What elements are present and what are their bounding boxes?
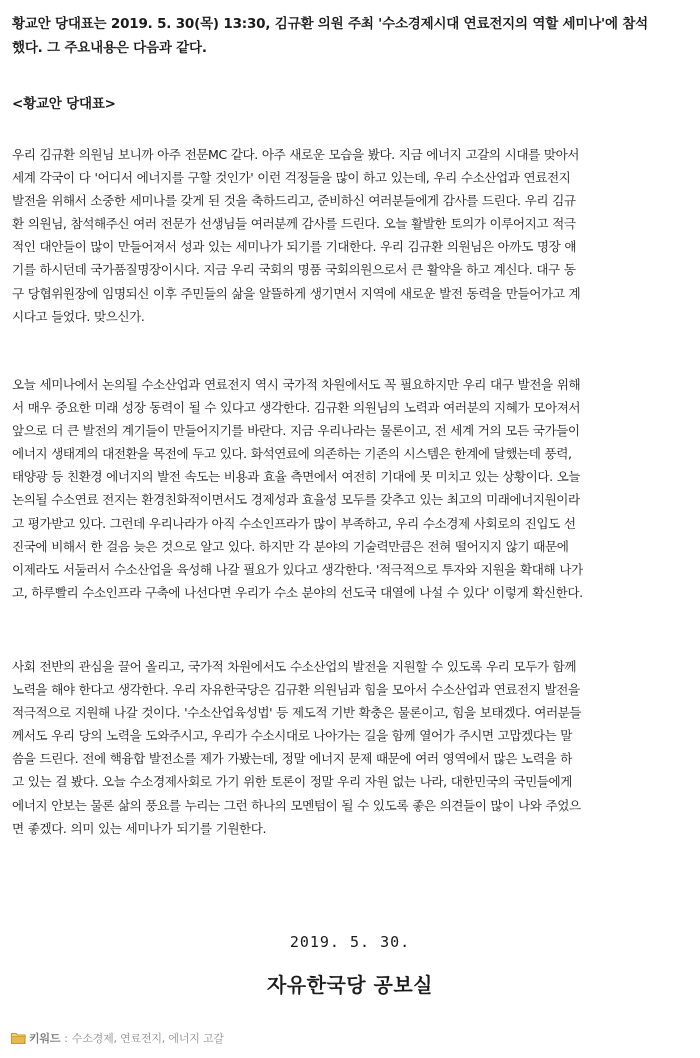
lead-paragraph: 황교안 당대표는 2019. 5. 30(목) 13:30, 김규환 의원 주최 '수소경제시대 연료전지의 역할 세미나'에 참석 했다. 그 주요내용은 다음과 같다.	[12, 16, 649, 56]
keywords-label: 키워드	[29, 1032, 61, 1045]
keywords-bar	[10, 1029, 224, 1047]
keywords-separator: :	[64, 1031, 68, 1045]
body-paragraph-2: 오늘 세미나에서 논의될 수소산업과 연료전지 역시 국가적 차원에서도 꼭 필요하지만 우리 대구 발전을 위해 서 매우 중요한 미래 성장 동력이 될 수 있다고 생각한다. 김규환 의원님의 노력과 여러분의 지혜가 모아져서 앞으로 더 큰 발전의 계기들이 만들어지기를 바란다. 지금 우리나라는 물론이고, 전 세계 거의 모든 국가들이 에너지 생태계의 대전환을 목전에 두고 있다. 화석연료에 의존하는 기존의 시스템은 한계에 달했는데 풍력, 태양광 등 친환경 에너지의 발전 속도는 비용과 효율 측면에서 여전히 기대에 못 미치고 있는 상황이다. 오늘 논의될 수소연료 전지는 환경친화적이면서도 경제성과 효율성 모두를 갖추고 있는 최고의 미래에너지원이라 고 평가받고 있다. 그런데 우리나라가 아직 수소인프라가 많이 부족하고, 우리 수소경제 사회로의 진입도 선 진국에 비해서 한 걸음 늦은 것으로 알고 있다. 하지만 각 분야의 기술력만큼은 전혀 떨어지지 않기 때문에 이제라도 서둘러서 수소산업을 육성해 나갈 필요가 있다고 생각한다. '적극적으로 투자와 지원을 확대해 나가 고, 하루빨리 수소인프라 구축에 나선다면 우리가 수소 분야의 선도국 대열에 나설 수 있다' 이렇게 확신한다.	[12, 377, 583, 600]
issuing-office: 자유한국당 공보실	[266, 973, 434, 997]
section-heading: <황교안 당대표>	[12, 96, 116, 112]
folder-icon	[10, 1031, 26, 1045]
body-paragraph-3: 사회 전반의 관심을 끌어 올리고, 국가적 차원에서도 수소산업의 발전을 지원할 수 있도록 우리 모두가 함께 노력을 해야 한다고 생각한다. 우리 자유한국당은 김규환 의원님과 힘을 모아서 수소산업과 연료전지 발전을 적극적으로 지원해 나갈 것이다. '수소산업육성법' 등 제도적 기반 확충은 물론이고, 힘을 보태겠다. 여러분들 께서도 우리 당의 노력을 도와주시고, 우리가 수소시대로 나아가는 길을 함께 열어가 주시면 고맙겠다는 말 씀을 드린다. 전에 핵융합 발전소를 제가 가봤는데, 정말 에너지 문제 때문에 여러 영역에서 많은 노력을 하 고 있는 걸 봤다. 오늘 수소경제사회로 가기 위한 토론이 정말 우리 자원 없는 나라, 대한민국의 국민들에게 에너지 안보는 물론 삶의 풍요를 누리는 그런 하나의 모멘텀이 될 수 있도록 좋은 의견들이 많이 나와 주었으 면 좋겠다. 의미 있는 세미나가 되기를 기원한다.	[12, 659, 582, 836]
body-paragraph-1: 우리 김규환 의원님 보니까 아주 전문MC 같다. 아주 새로운 모습을 봤다. 지금 에너지 고갈의 시대를 맞아서 세계 각국이 다 '어디서 에너지를 구할 것인가' 이런 걱정들을 많이 하고 있는데, 우리 수소산업과 연료전지 발전을 위해서 소중한 세미나를 갖게 된 것을 축하드리고, 준비하신 여러분들에게 감사를 드린다. 우리 김규 환 의원님, 참석해주신 여러 전문가 선생님들 여러분께 감사를 드린다. 오늘 활발한 토의가 이루어지고 적극 적인 대안들이 많이 만들어져서 성과 있는 세미나가 되기를 기대한다. 우리 김규환 의원님은 아까도 명장 얘 기를 하시던데 국가품질명장이시다. 지금 우리 국회의 명품 국회의원으로서 큰 활약을 하고 계신다. 대구 동 구 당협위원장에 임명되신 이후 주민들의 삶을 알뜰하게 생기면서 지역에 새로운 발전 동력을 만들어가고 계 시다고 들었다. 맞으신가.	[12, 147, 581, 324]
keywords-list[interactable]: 수소경제, 연료전지, 에너지 고갈	[71, 1032, 224, 1045]
release-date: 2019. 5. 30.	[289, 933, 411, 951]
